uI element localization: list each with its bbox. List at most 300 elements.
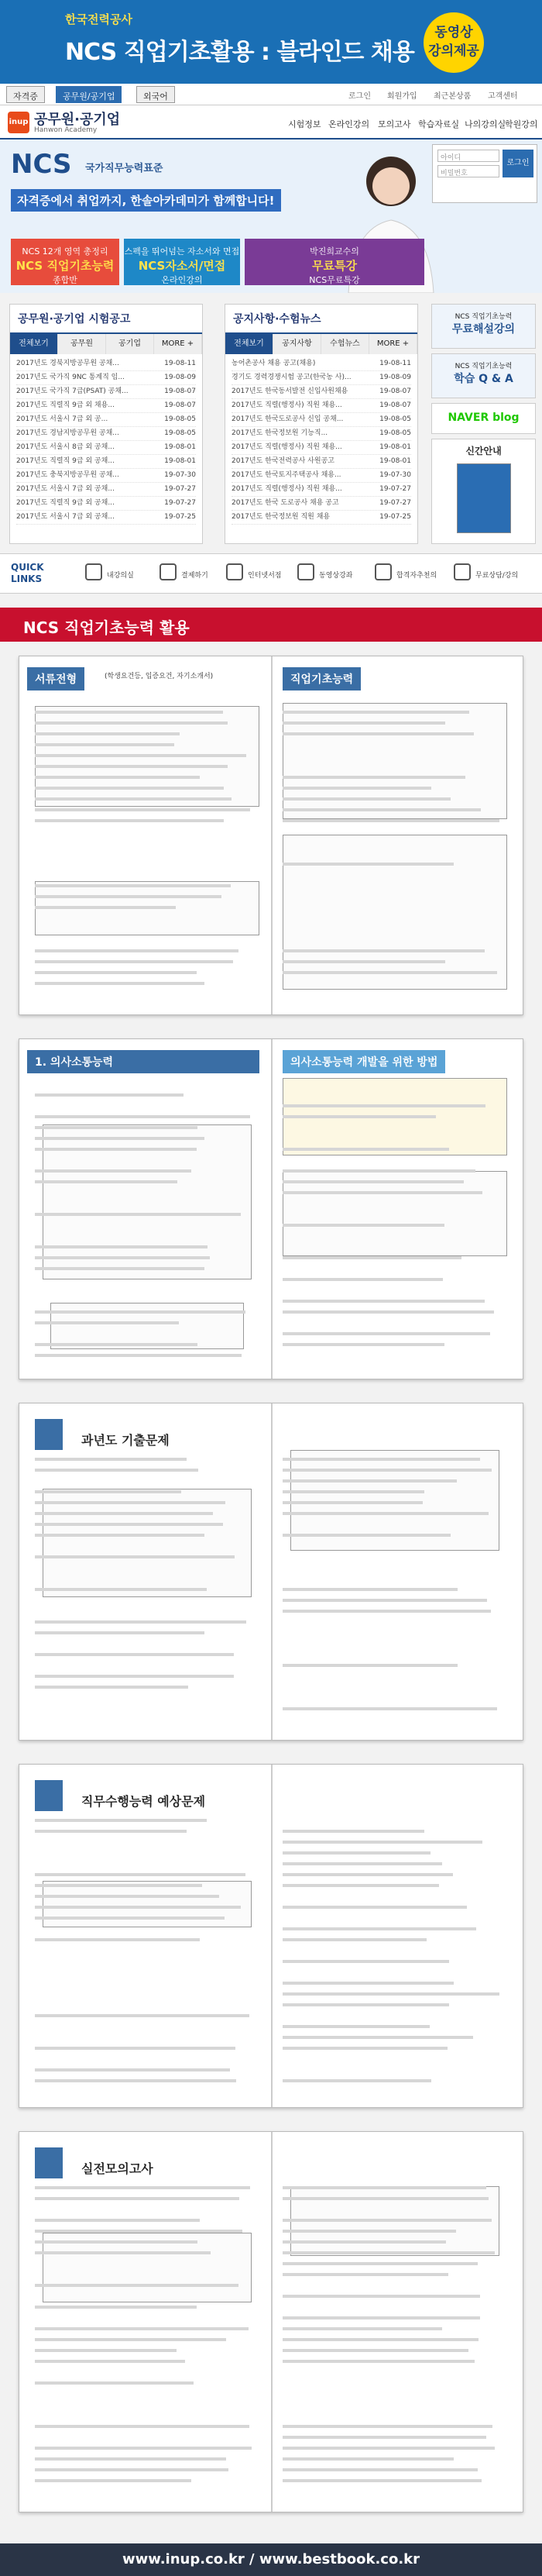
text-line bbox=[283, 1512, 489, 1515]
spread3-left-title: 과년도 기출문제 bbox=[81, 1433, 170, 1448]
list-item-title[interactable]: 농어촌공사 채용 공고(채용) bbox=[232, 360, 316, 367]
list-item-title[interactable]: 2017년도 한국정보원 직원 채용 bbox=[232, 513, 331, 521]
text-line bbox=[283, 1873, 453, 1876]
notice2-more[interactable]: MORE + bbox=[369, 334, 417, 354]
list-item-title[interactable]: 2017년도 서울시 7급 외 공채... bbox=[16, 485, 115, 493]
list-item-date: 19-07-27 bbox=[164, 485, 196, 493]
list-item[interactable] bbox=[16, 385, 196, 399]
text-line bbox=[283, 2349, 468, 2352]
text-line bbox=[35, 2240, 197, 2244]
text-line bbox=[283, 2327, 442, 2330]
login-box bbox=[432, 144, 537, 203]
text-line bbox=[283, 2295, 480, 2298]
notice2-tab-news[interactable]: 수험뉴스 bbox=[321, 334, 369, 354]
promo1-sub: 종합반 bbox=[53, 275, 77, 285]
text-line bbox=[283, 2360, 475, 2363]
text-line bbox=[283, 787, 431, 790]
list-item-date: 19-08-05 bbox=[164, 415, 196, 423]
list-item-title[interactable]: 2017년도 서울시 7급 외 공채... bbox=[16, 513, 115, 521]
text-line bbox=[283, 2047, 448, 2050]
menu-my-lectures[interactable]: 나의강의실 bbox=[465, 119, 506, 129]
text-line bbox=[283, 1300, 485, 1303]
text-line bbox=[283, 1148, 449, 1151]
promo3-sub: NCS무료특강 bbox=[309, 275, 360, 285]
text-line bbox=[283, 2079, 431, 2082]
list-item-title[interactable]: 2017년도 경북지방공무원 공채... bbox=[16, 360, 119, 367]
tab-language[interactable]: 외국어 bbox=[136, 86, 175, 103]
quick-label-1: QUICK bbox=[11, 562, 44, 573]
text-line bbox=[35, 2468, 228, 2471]
side4-big: 신간안내 bbox=[465, 446, 502, 456]
banner-title: NCS 직업기초활용 : 블라인드 채용 bbox=[65, 39, 414, 66]
spread2-checklist bbox=[283, 1171, 507, 1256]
quick-payment[interactable]: 결제하기 bbox=[181, 572, 208, 580]
ncs-section-bar bbox=[0, 608, 542, 642]
text-line bbox=[35, 1126, 197, 1129]
list-item-date: 19-08-01 bbox=[379, 457, 411, 465]
text-line bbox=[35, 2338, 226, 2341]
list-item-title[interactable]: 2017년도 한국토지주택공사 채용... bbox=[232, 471, 341, 479]
list-item[interactable] bbox=[232, 399, 411, 413]
list-item-date: 19-07-27 bbox=[164, 499, 196, 507]
text-line bbox=[283, 1104, 485, 1107]
list-item-date: 19-08-05 bbox=[164, 429, 196, 437]
list-item[interactable] bbox=[232, 427, 411, 441]
promo3-top: 박진희교수의 bbox=[310, 246, 359, 257]
list-item-date: 19-08-09 bbox=[379, 374, 411, 381]
text-line bbox=[283, 1707, 497, 1710]
list-item-title[interactable]: 2017년도 직렬(행정사) 직원 채용... bbox=[232, 443, 342, 451]
bookstore-icon[interactable] bbox=[226, 563, 243, 580]
text-line bbox=[35, 906, 176, 909]
text-line bbox=[35, 1686, 188, 1689]
list-item-title[interactable]: 경기도 경력경쟁시험 공고(한국농 사)... bbox=[232, 374, 352, 381]
spread5-left-title: 실전모의고사 bbox=[81, 2161, 153, 2176]
text-line bbox=[35, 2327, 249, 2330]
text-line bbox=[35, 1137, 204, 1140]
list-item-date: 19-08-05 bbox=[379, 429, 411, 437]
text-line bbox=[283, 1599, 487, 1602]
book-spread-2 bbox=[19, 1038, 523, 1379]
hero-ncs: NCS bbox=[11, 149, 72, 180]
text-line bbox=[35, 2186, 250, 2189]
text-line bbox=[283, 819, 499, 822]
promo2-sub: 온라인강의 bbox=[161, 275, 203, 285]
login-button[interactable]: 로그인 bbox=[503, 150, 533, 177]
logo-name[interactable]: 공무원·공기업 bbox=[34, 112, 121, 128]
text-line bbox=[35, 711, 223, 714]
text-line bbox=[35, 2457, 226, 2461]
text-line bbox=[35, 1310, 245, 1314]
quick-video[interactable]: 동영상강좌 bbox=[319, 572, 353, 580]
notice1-title: 공무원·공기업 시험공고 bbox=[10, 305, 202, 334]
promo1-big: NCS 직업기초능력 bbox=[15, 259, 115, 273]
text-line bbox=[35, 1588, 207, 1591]
spread4-box bbox=[43, 1881, 252, 1927]
list-item-date: 19-07-25 bbox=[379, 513, 411, 521]
text-line bbox=[35, 2219, 200, 2222]
list-item-date: 19-08-01 bbox=[164, 443, 196, 451]
payment-icon[interactable] bbox=[160, 563, 177, 580]
video-icon[interactable] bbox=[297, 563, 314, 580]
text-line bbox=[35, 1631, 204, 1634]
list-item-title[interactable]: 2017년도 직렬(행정사) 직원 채용... bbox=[232, 401, 342, 409]
text-line bbox=[35, 1180, 177, 1183]
list-item-date: 19-08-11 bbox=[164, 360, 196, 367]
text-line bbox=[35, 1093, 184, 1097]
text-line bbox=[35, 2251, 211, 2254]
text-line bbox=[35, 1523, 223, 1526]
text-line bbox=[35, 2230, 242, 2233]
text-line bbox=[35, 819, 224, 822]
ncs-bar-title: NCS 직업기초능력 활용 bbox=[23, 618, 190, 637]
list-item-title[interactable]: 2017년도 직렬직 9급 외 공채... bbox=[16, 499, 115, 507]
list-item-date: 19-07-27 bbox=[379, 485, 411, 493]
menu-exam-info[interactable]: 시험정보 bbox=[288, 119, 321, 129]
fold-line bbox=[271, 2132, 273, 2512]
text-line bbox=[283, 1469, 492, 1472]
list-item-date: 19-07-27 bbox=[379, 499, 411, 507]
list-item-title[interactable]: 2017년도 한국 도로공사 채용 공고 bbox=[232, 499, 339, 507]
list-item[interactable] bbox=[16, 371, 196, 385]
notice1-tab-public[interactable]: 공기업 bbox=[106, 334, 154, 354]
quick-label bbox=[11, 562, 44, 585]
exam-notice-board bbox=[9, 304, 203, 544]
text-line bbox=[35, 2381, 194, 2385]
list-item-title[interactable]: 2017년도 한국정보원 기능직... bbox=[232, 429, 328, 437]
text-line bbox=[283, 1501, 423, 1504]
top-banner bbox=[0, 0, 542, 84]
menu-online-lecture[interactable]: 온라인강의 bbox=[328, 119, 370, 129]
side-new-books[interactable] bbox=[431, 439, 536, 544]
text-line bbox=[283, 776, 465, 779]
support-link[interactable]: 고객센터 bbox=[488, 92, 518, 101]
quick-bookstore[interactable]: 인터넷서점 bbox=[248, 572, 282, 580]
notice1-tab-civil[interactable]: 공무원 bbox=[58, 334, 106, 354]
text-line bbox=[283, 721, 445, 725]
footer-urls[interactable]: www.inup.co.kr / www.bestbook.co.kr bbox=[122, 2551, 420, 2567]
list-item[interactable] bbox=[16, 455, 196, 469]
list-item[interactable] bbox=[16, 441, 196, 455]
text-line bbox=[283, 808, 481, 811]
list-item-date: 19-07-25 bbox=[164, 513, 196, 521]
menu-mock-test[interactable]: 모의고사 bbox=[378, 119, 411, 129]
list-item-title[interactable]: 2017년도 직렬직 9급 외 공채... bbox=[16, 457, 115, 465]
text-line bbox=[35, 1884, 202, 1887]
side2-big: 학습 Q & A bbox=[454, 373, 513, 385]
notice2-tab-notice[interactable]: 공지사항 bbox=[273, 334, 321, 354]
text-line bbox=[283, 2197, 489, 2200]
text-line bbox=[35, 1620, 246, 1624]
quick-label-2: LINKS bbox=[11, 573, 43, 584]
text-line bbox=[283, 2338, 479, 2341]
text-line bbox=[35, 2349, 177, 2352]
id-input[interactable]: 아이디 bbox=[437, 150, 499, 162]
list-item-date: 19-08-07 bbox=[379, 387, 411, 395]
text-line bbox=[35, 1343, 197, 1346]
text-line bbox=[283, 1960, 449, 1963]
spread2-diagram bbox=[50, 1303, 244, 1349]
promo-free-lecture[interactable] bbox=[245, 239, 424, 285]
list-item-title[interactable]: 2017년도 경남지방공무원 공채... bbox=[16, 429, 119, 437]
text-line bbox=[35, 2360, 185, 2363]
text-line bbox=[35, 1653, 234, 1656]
text-line bbox=[35, 895, 221, 898]
list-item-date: 19-08-11 bbox=[379, 360, 411, 367]
list-item[interactable] bbox=[232, 497, 411, 511]
fold-line bbox=[271, 656, 273, 1014]
site-header bbox=[0, 105, 542, 139]
spread2-right-title: 의사소통능력 개발을 위한 방법 bbox=[283, 1050, 445, 1073]
promo-interview[interactable] bbox=[124, 239, 240, 285]
fold-line bbox=[271, 1765, 273, 2107]
fold-line bbox=[271, 1403, 273, 1740]
spread1-right-table bbox=[283, 703, 507, 819]
list-item[interactable] bbox=[232, 357, 411, 371]
spread2-left-title: 1. 의사소통능력 bbox=[27, 1050, 259, 1073]
chapter-badge-icon bbox=[35, 1780, 63, 1811]
text-line bbox=[35, 1256, 210, 1259]
text-line bbox=[35, 1321, 179, 1324]
list-item[interactable] bbox=[16, 511, 196, 525]
text-line bbox=[283, 2436, 486, 2439]
list-item[interactable] bbox=[232, 371, 411, 385]
text-line bbox=[35, 1501, 225, 1504]
list-item-date: 19-07-30 bbox=[164, 471, 196, 479]
text-line bbox=[283, 2240, 446, 2244]
list-item[interactable] bbox=[16, 413, 196, 427]
spread4-left-title: 직무수행능력 예상문제 bbox=[81, 1794, 206, 1809]
text-line bbox=[35, 1819, 207, 1822]
text-line bbox=[35, 982, 204, 985]
text-line bbox=[35, 971, 197, 974]
list-item-title[interactable]: 2017년도 국가직 9NC 통계직 임... bbox=[16, 374, 125, 381]
text-line bbox=[35, 2425, 249, 2428]
tab-certificate[interactable]: 자격증 bbox=[6, 86, 45, 103]
text-line bbox=[35, 949, 238, 952]
list-item[interactable] bbox=[16, 427, 196, 441]
text-line bbox=[283, 949, 485, 952]
text-line bbox=[283, 1992, 499, 1996]
text-line bbox=[283, 711, 469, 714]
logo-tag: Hanwon Academy bbox=[34, 126, 98, 134]
side1-big: 무료해설강의 bbox=[451, 323, 516, 336]
list-item[interactable] bbox=[232, 385, 411, 399]
quick-links bbox=[0, 553, 542, 594]
list-item-title[interactable]: 2017년도 직렬직 9급 외 채용... bbox=[16, 401, 115, 409]
badge-line1: 동영상 bbox=[434, 25, 473, 40]
text-line bbox=[283, 2425, 492, 2428]
text-line bbox=[35, 1469, 198, 1472]
text-line bbox=[283, 1332, 490, 1335]
text-line bbox=[283, 732, 474, 735]
text-line bbox=[283, 1610, 491, 1613]
text-line bbox=[35, 1873, 245, 1876]
password-input[interactable]: 비밀번호 bbox=[437, 165, 499, 177]
text-line bbox=[283, 1927, 476, 1930]
fold-line bbox=[271, 1039, 273, 1379]
text-line bbox=[35, 787, 224, 790]
list-item-date: 19-08-07 bbox=[379, 401, 411, 409]
text-line bbox=[283, 1278, 443, 1281]
text-line bbox=[35, 960, 233, 963]
list-item-title[interactable]: 2017년도 서울시 7급 외 공... bbox=[16, 415, 108, 423]
list-item-date: 19-08-01 bbox=[379, 443, 411, 451]
text-line bbox=[283, 1534, 451, 1537]
quick-classroom[interactable]: 내강의실 bbox=[107, 572, 134, 580]
list-item-title[interactable]: 2017년도 서울시 8급 외 공채... bbox=[16, 443, 115, 451]
text-line bbox=[35, 1830, 187, 1833]
chapter-badge-icon bbox=[35, 1419, 63, 1450]
text-line bbox=[283, 2036, 473, 2039]
text-line bbox=[283, 1664, 458, 1667]
consult-icon[interactable] bbox=[454, 563, 471, 580]
promo2-top: 스펙을 뛰어넘는 자소서와 면접 bbox=[124, 246, 240, 257]
text-line bbox=[283, 2468, 478, 2471]
text-line bbox=[35, 1169, 191, 1173]
list-item-title[interactable]: 2017년도 국가직 7급(PSAT) 공채... bbox=[16, 387, 129, 395]
text-line bbox=[35, 808, 250, 811]
promo-comprehensive[interactable] bbox=[11, 239, 119, 285]
text-line bbox=[35, 1895, 219, 1898]
text-line bbox=[283, 1458, 480, 1461]
list-item[interactable] bbox=[16, 399, 196, 413]
text-line bbox=[35, 1675, 234, 1678]
text-line bbox=[283, 797, 451, 801]
text-line bbox=[35, 743, 174, 746]
text-line bbox=[35, 1245, 208, 1248]
notice2-title: 공지사항·수험뉴스 bbox=[225, 305, 417, 334]
text-line bbox=[35, 1906, 241, 1909]
spread1-right-table2 bbox=[283, 835, 507, 990]
text-line bbox=[35, 1490, 181, 1493]
text-line bbox=[35, 776, 200, 779]
list-item[interactable] bbox=[16, 483, 196, 497]
list-item-date: 19-08-07 bbox=[164, 401, 196, 409]
list-item[interactable] bbox=[16, 497, 196, 511]
text-line bbox=[283, 1256, 461, 1259]
notice1-more[interactable]: MORE + bbox=[154, 334, 202, 354]
side-blog[interactable] bbox=[431, 403, 536, 434]
list-item[interactable] bbox=[232, 455, 411, 469]
text-line bbox=[35, 2047, 235, 2050]
list-item-title[interactable]: 2017년도 직렬(행정사) 직원 채용... bbox=[232, 485, 342, 493]
text-line bbox=[283, 2273, 448, 2276]
text-line bbox=[35, 2197, 239, 2200]
menu-resources[interactable]: 학습자료실 bbox=[418, 119, 460, 129]
list-item-title[interactable]: 2017년도 한국도로공사 신입 공채... bbox=[232, 415, 344, 423]
text-line bbox=[35, 1555, 235, 1558]
text-line bbox=[35, 2284, 238, 2287]
spread1-left-sub: (학생요건등, 입증요건, 자기소개서) bbox=[105, 673, 214, 680]
text-line bbox=[283, 2479, 482, 2482]
login-link[interactable]: 로그인 bbox=[348, 92, 371, 101]
notice1-list bbox=[10, 354, 202, 528]
text-line bbox=[35, 1458, 187, 1461]
text-line bbox=[283, 1310, 494, 1314]
list-item[interactable] bbox=[232, 511, 411, 525]
menu-academy[interactable]: 학원강의 bbox=[505, 119, 538, 129]
text-line bbox=[283, 2447, 495, 2450]
book-spread-3 bbox=[19, 1403, 523, 1741]
list-item[interactable] bbox=[16, 357, 196, 371]
side-free-commentary[interactable] bbox=[431, 304, 536, 349]
footer bbox=[0, 2543, 542, 2576]
notice1-tab-all[interactable]: 전체보기 bbox=[10, 334, 58, 354]
text-line bbox=[283, 1884, 439, 1887]
list-item-title[interactable]: 2017년도 한국전력공사 사원공고 bbox=[232, 457, 334, 465]
list-item[interactable] bbox=[232, 413, 411, 427]
text-line bbox=[283, 1938, 427, 1941]
text-line bbox=[35, 1354, 242, 1357]
text-line bbox=[35, 884, 231, 887]
hero-line2: 자격증에서 취업까지, 한솔아카데미가 함께합니다! bbox=[11, 189, 281, 212]
side3-big: NAVER blog bbox=[448, 412, 520, 424]
text-line bbox=[283, 2230, 456, 2233]
spread1-left-title: 서류전형 bbox=[27, 667, 84, 690]
text-line bbox=[283, 971, 497, 974]
list-item[interactable] bbox=[16, 469, 196, 483]
recommend-icon[interactable] bbox=[375, 563, 392, 580]
book-spread-5 bbox=[19, 2131, 523, 2512]
list-item-title[interactable]: 2017년도 충북지방공무원 공채... bbox=[16, 471, 119, 479]
list-item-date: 19-08-01 bbox=[164, 457, 196, 465]
text-line bbox=[35, 2079, 236, 2082]
text-line bbox=[35, 1917, 225, 1920]
classroom-icon[interactable] bbox=[85, 563, 102, 580]
text-line bbox=[35, 1213, 241, 1216]
text-line bbox=[283, 1588, 458, 1591]
text-line bbox=[283, 960, 445, 963]
list-item-date: 19-08-09 bbox=[164, 374, 196, 381]
text-line bbox=[283, 1906, 467, 1909]
list-item-date: 19-08-07 bbox=[164, 387, 196, 395]
book-spread-1 bbox=[19, 656, 523, 1015]
list-item[interactable] bbox=[232, 483, 411, 497]
banner-subtitle: 한국전력공사 bbox=[65, 12, 132, 26]
top-nav bbox=[0, 84, 542, 105]
list-item-title[interactable]: 2017년도 한국동서발전 신입사원채용 bbox=[232, 387, 348, 395]
notice2-list bbox=[225, 354, 417, 528]
list-item[interactable] bbox=[232, 469, 411, 483]
promo3-big: 무료특강 bbox=[312, 259, 357, 273]
spread3-table bbox=[43, 1489, 252, 1597]
text-line bbox=[283, 1479, 457, 1483]
text-line bbox=[283, 1191, 482, 1194]
text-line bbox=[283, 863, 454, 866]
badge-line2: 강의제공 bbox=[428, 43, 479, 59]
list-item-date: 19-08-05 bbox=[379, 415, 411, 423]
signup-link[interactable]: 회원가입 bbox=[387, 92, 417, 101]
logo-icon[interactable]: inup bbox=[8, 112, 29, 133]
text-line bbox=[283, 2251, 495, 2254]
quick-consult[interactable]: 무료상담/강의 bbox=[475, 572, 519, 580]
text-line bbox=[35, 1512, 213, 1515]
text-line bbox=[35, 1534, 204, 1537]
side1-top: NCS 직업기초능력 bbox=[455, 313, 513, 321]
text-line bbox=[283, 1490, 424, 1493]
text-line bbox=[283, 1830, 424, 1833]
list-item[interactable] bbox=[232, 441, 411, 455]
text-line bbox=[283, 2025, 430, 2028]
recent-link[interactable]: 최근본상품 bbox=[434, 92, 472, 101]
text-line bbox=[35, 721, 228, 725]
quick-recommend[interactable]: 합격자추천의 bbox=[396, 572, 437, 580]
text-line bbox=[283, 2219, 492, 2222]
notice2-tab-all[interactable]: 전체보기 bbox=[225, 334, 273, 354]
side-qna[interactable] bbox=[431, 353, 536, 398]
tab-public-service[interactable]: 공무원/공기업 bbox=[56, 86, 122, 103]
